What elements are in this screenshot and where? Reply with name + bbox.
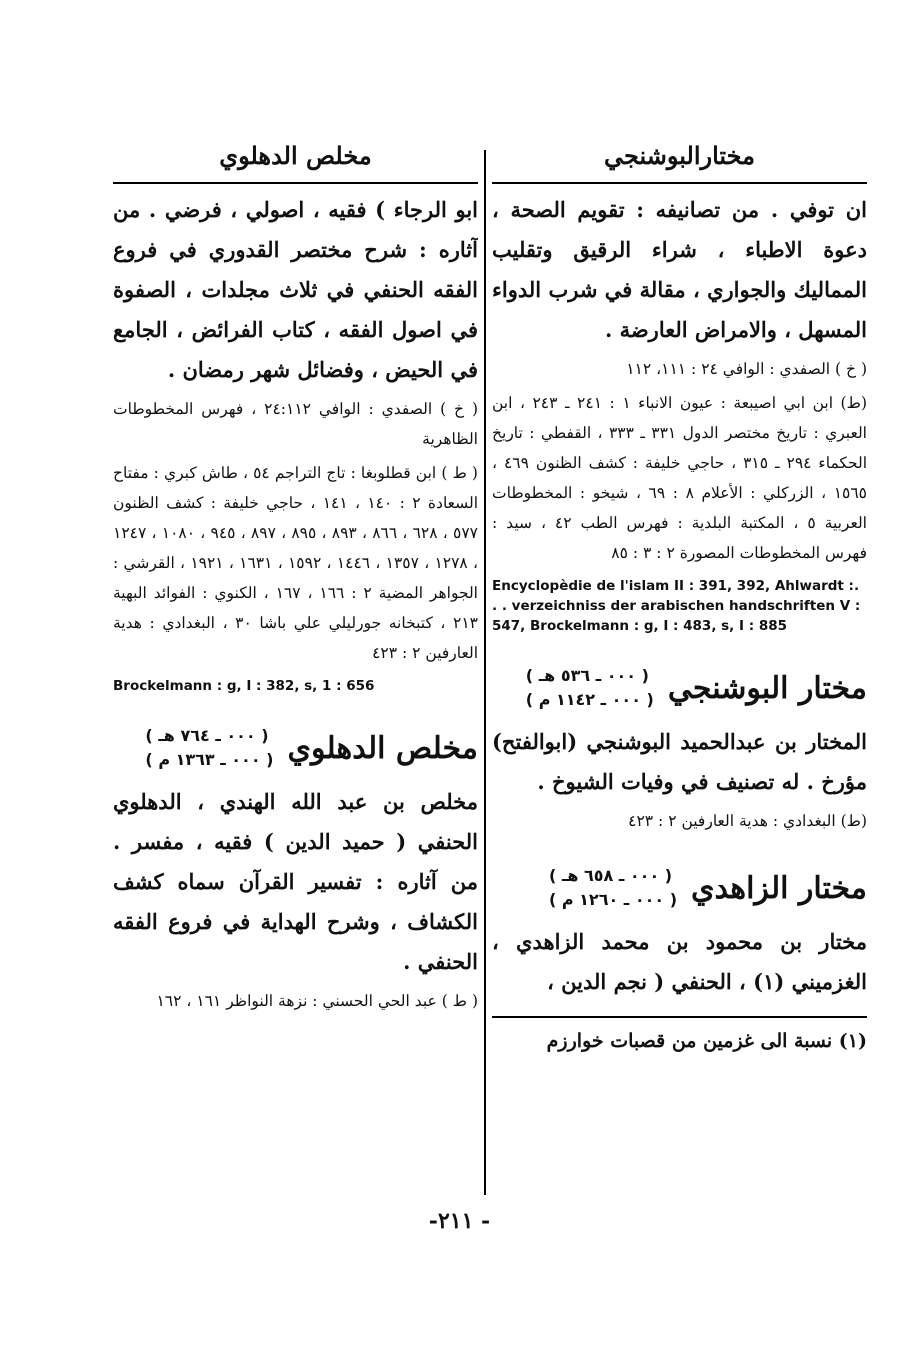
right-ref-manuscripts: ( خ ) الصفدي : الوافي ٢٤ : ١١١، ١١٢	[626, 360, 867, 378]
page-number: -٢١١ -	[428, 1208, 491, 1234]
right-continuation-text: ان توفي . من تصانيفه : تقويم الصحة ، دعوة الاطباء ، شراء الرقيق وتقليب المماليك والجواري ، مقالة في شرب الدواء المسهل ، والامراض العارضة .	[492, 197, 867, 342]
entry-name: مخلص الدهلوي	[287, 730, 478, 766]
left-header-rule	[113, 182, 478, 184]
date-hijri: ( ٠٠٠ ـ ٦٥٨ هـ )	[548, 866, 673, 885]
date-hijri: ( ٠٠٠ ـ ٥٣٦ هـ )	[525, 666, 649, 685]
entry-text: مختار بن محمود بن محمد الزاهدي ، الغزميني (١) ، الحنفي ( نجم الدين ،	[492, 929, 867, 994]
entry-text: مخلص بن عبد الله الهندي ، الدهلوي الحنفي ( حميد الدين ) فقيه ، مفسر . من آثاره : تفسير القرآن سماه كشف الكشاف ، وشرح الهداية في فروع الفقه الحنفي .	[113, 789, 478, 974]
right-column	[492, 140, 867, 1195]
entry-text: المختار بن عبدالحميد البوشنجي (ابوالفتح) مؤرخ . له تصنيف في وفيات الشيوخ .	[492, 729, 867, 794]
date-gregorian: ( ٠٠٠ ـ ١١٤٢ م )	[525, 690, 654, 709]
left-ref-manuscripts: ( خ ) الصفدي : الوافي ٢٤:١١٢ ، فهرس المخطوطات الظاهرية	[113, 400, 478, 448]
entry-name: مختار البوشنجي	[667, 670, 867, 706]
right-ref-printed: (ط) ابن ابي اصيبعة : عيون الانباء ١ : ٢٤١ ـ ٢٤٣ ، ابن العبري : تاريخ مختصر الدول ٣٣١ ـ ٣٣٣ ، القفطي : تاريخ الحكماء ٢٩٤ ـ ٣١٥ ، حاجي خليفة : كشف الظنون ٤٦٩ ، ١٥٦٥ ، الزركلي : الأعلام ٨ : ٦٩ ، شيخو : المخطوطات العربية ٥ ، المكتبة البلدية : فهرس الطب ٤٢ ، سيد : فهرس المخطوطات المصورة ٢ : ٣ : ٨٥	[492, 394, 867, 562]
left-running-header: مخلص الدهلوي	[219, 141, 372, 170]
entry-heading-aldihlawi	[113, 724, 478, 772]
entry-reference: ( ط ) عبد الحي الحسني : نزهة النواظر ١٦١ ، ١٦٢	[156, 992, 478, 1010]
left-ref-printed: ( ط ) ابن قطلوبغا : تاج التراجم ٥٤ ، طاش كبري : مفتاح السعادة ٢ : ١٤٠ ، ١٤١ ، حاجي خليفة : كشف الظنون ٥٧٧ ، ٦٢٨ ، ٨٦٦ ، ٨٩٣ ، ٨٩٥ ، ٨٩٧ ، ٩٤٥ ، ١٠٨٠ ، ١٢٤٧ ، ١٢٧٨ ، ١٣٥٧ ، ١٤٤٦ ، ١٥٩٢ ، ١٦٣١ ، ١٩٢١ ، القرشي : الجواهر المضية ٢ : ١٦٦ ، ١٦٧ ، الكنوي : الفوائد البهية ٢١٣ ، كتبخانه جورليلي علي باشا ٣٠ ، البغدادي : هدية العارفين ٢ : ٤٢٣	[113, 464, 478, 662]
right-running-header: مختارالبوشنجي	[604, 141, 755, 170]
entry-dates	[145, 724, 273, 772]
entry-heading-albushanji	[492, 664, 867, 712]
footnote: (١) نسبة الى غزمين من قصبات خوارزم	[546, 1030, 867, 1052]
entry-dates	[549, 864, 677, 912]
right-header-rule	[492, 182, 867, 184]
column-divider	[484, 150, 486, 1195]
right-latin-reference: Encyclopèdie de l'islam II : 391, 392, Ahlwardt :. . . verzeichniss der arabischen handschriften V : 547, Brockelmann : g, I : 483, s, I : 885	[492, 578, 861, 634]
date-hijri: ( ٠٠٠ ـ ٧٦٤ هـ )	[145, 726, 269, 745]
left-latin-reference: Brockelmann : g, I : 382, s, 1 : 656	[113, 678, 375, 694]
entry-name: مختار الزاهدي	[691, 870, 867, 906]
left-continuation-text: ابو الرجاء ) فقيه ، اصولي ، فرضي . من آثاره : شرح مختصر القدوري في فروع الفقه الحنفي في ثلاث مجلدات ، الصفوة في اصول الفقه ، كتاب الفرائض ، الجامع في الحيض ، وفضائل شهر رمضان .	[113, 197, 478, 382]
footnote-rule	[492, 1016, 867, 1018]
entry-heading-alzahidi	[492, 864, 867, 912]
entry-reference: (ط) البغدادي : هدية العارفين ٢ : ٤٢٣	[628, 812, 867, 830]
date-gregorian: ( ٠٠٠ ـ ١٢٦٠ م )	[548, 890, 678, 909]
date-gregorian: ( ٠٠٠ ـ ١٣٦٣ م )	[145, 750, 274, 769]
left-column	[113, 140, 478, 1195]
entry-dates	[526, 664, 654, 712]
